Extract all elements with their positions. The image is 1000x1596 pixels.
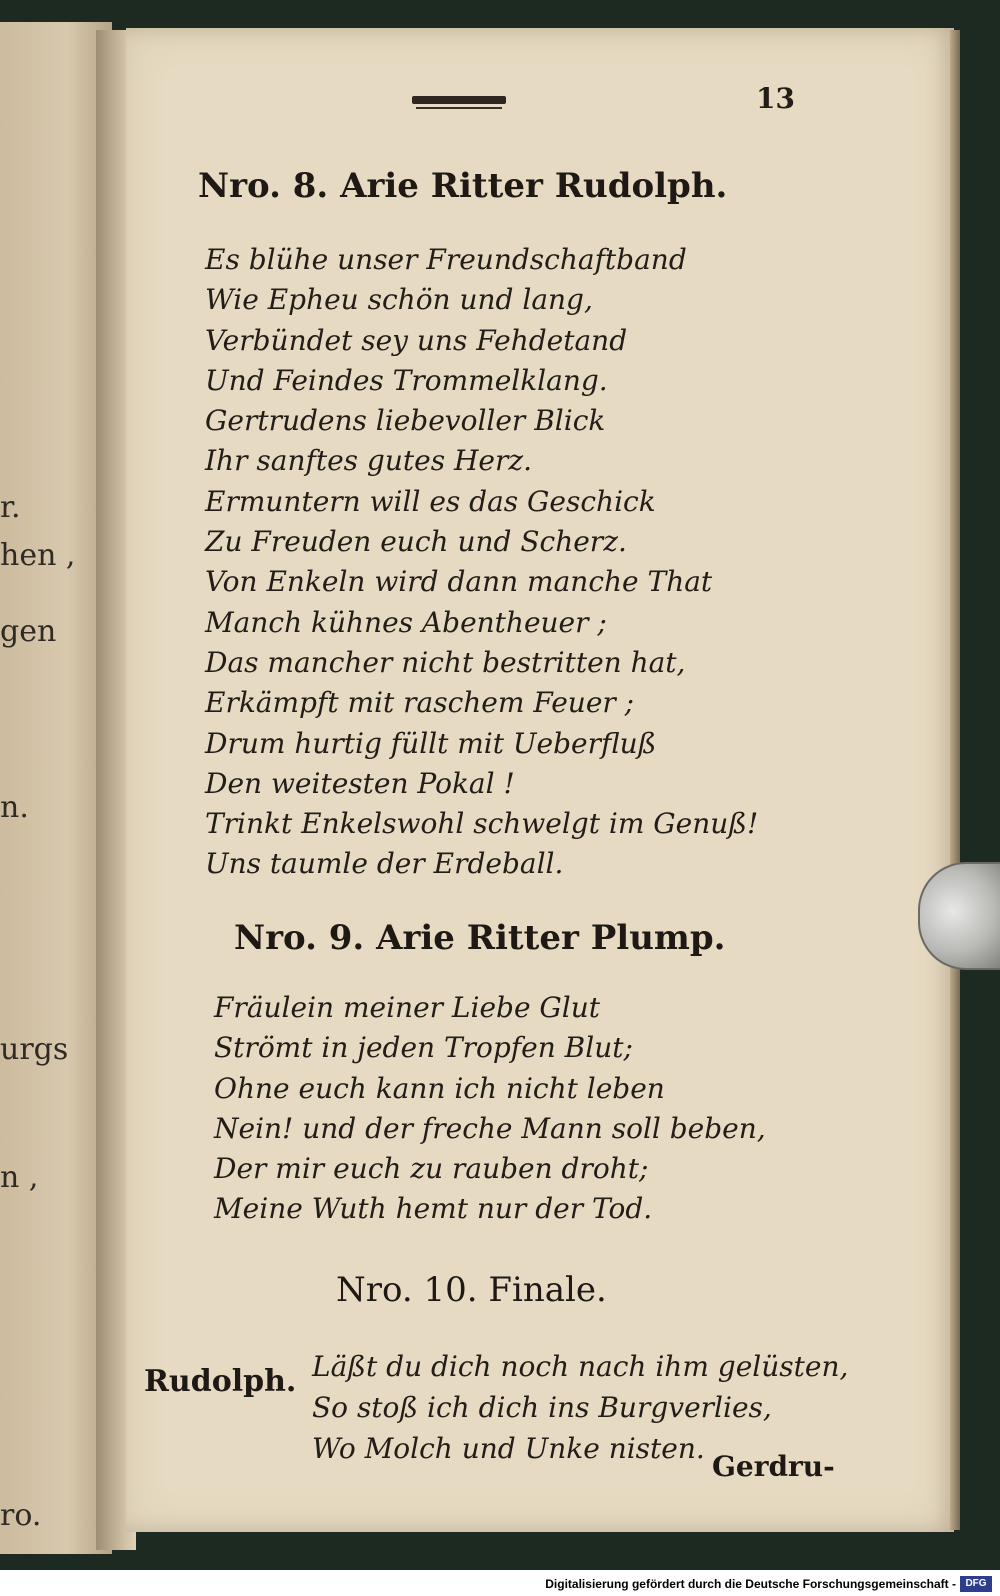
verse-line: Den weitesten Pokal !: [205, 766, 515, 800]
verse-line: Nein! und der freche Mann soll beben,: [214, 1111, 766, 1145]
left-page-fragment: urgs: [0, 1032, 69, 1067]
verse-line: Meine Wuth hemt nur der Tod.: [214, 1192, 653, 1226]
footer-bar: [0, 1570, 1000, 1596]
verse-line: Von Enkeln wird dann manche That: [205, 565, 713, 599]
verse-line: Der mir euch zu rauben droht;: [214, 1152, 649, 1186]
verse-line: Strömt in jeden Tropfen Blut;: [214, 1031, 633, 1065]
verse-line: Uns taumle der Erdeball.: [205, 847, 564, 881]
metal-clip: [918, 862, 1000, 970]
verse-line: Ohne euch kann ich nicht leben: [214, 1071, 665, 1105]
verse-line: Manch kühnes Abentheuer ;: [205, 605, 607, 639]
speaker-label: Rudolph.: [144, 1364, 297, 1399]
stanza: [205, 240, 758, 885]
dfg-logo-icon: DFG: [960, 1576, 992, 1592]
stanza: [214, 988, 766, 1230]
verse-line: Wo Molch und Unke nisten.: [312, 1432, 705, 1465]
section-heading: Nro. 10. Finale.: [336, 1270, 607, 1310]
verse-line: Zu Freuden euch und Scherz.: [205, 525, 627, 559]
verse-line: Das mancher nicht bestritten hat,: [205, 645, 686, 679]
verse-line: Verbündet sey uns Fehdetand: [205, 323, 628, 357]
verse-line: Ihr sanftes gutes Herz.: [205, 444, 533, 478]
verse-line: Es blühe unser Freundschaftband: [205, 243, 687, 276]
verse-line: Fräulein meiner Liebe Glut: [214, 991, 601, 1024]
header-ornament: [412, 96, 506, 104]
funding-credit: Digitalisierung gefördert durch die Deutsche Forschungsgemeinschaft -: [545, 1577, 956, 1591]
left-page-fragment: ro.: [0, 1498, 42, 1533]
left-page-fragment: n.: [0, 790, 29, 825]
page-number: 13: [756, 82, 795, 115]
verse-line: Und Feindes Trommelklang.: [205, 363, 608, 397]
left-page-fragment: r.: [0, 490, 21, 525]
verse-line: Läßt du dich noch nach ihm gelüsten,: [312, 1350, 849, 1383]
left-page-fragment: gen: [0, 614, 57, 649]
catchword: Gerdru-: [712, 1450, 835, 1483]
verse-line: Drum hurtig füllt mit Ueberfluß: [205, 726, 657, 760]
page-edge: [950, 30, 960, 1530]
verse-line: Trinkt Enkelswohl schwelgt im Genuß!: [205, 807, 759, 841]
section-heading: Nro. 8. Arie Ritter Rudolph.: [198, 166, 728, 206]
verse-line: So stoß ich dich ins Burgverlies,: [312, 1391, 772, 1424]
section-heading: Nro. 9. Arie Ritter Plump.: [234, 918, 726, 958]
verse-line: Ermuntern will es das Geschick: [205, 484, 656, 518]
verse-line: Gertrudens liebevoller Blick: [205, 404, 606, 438]
verse-line: Wie Epheu schön und lang,: [205, 283, 593, 317]
left-page-fragment: n ,: [0, 1160, 39, 1195]
verse-line: Erkämpft mit raschem Feuer ;: [205, 686, 635, 720]
left-page-fragment: hen ,: [0, 538, 76, 573]
